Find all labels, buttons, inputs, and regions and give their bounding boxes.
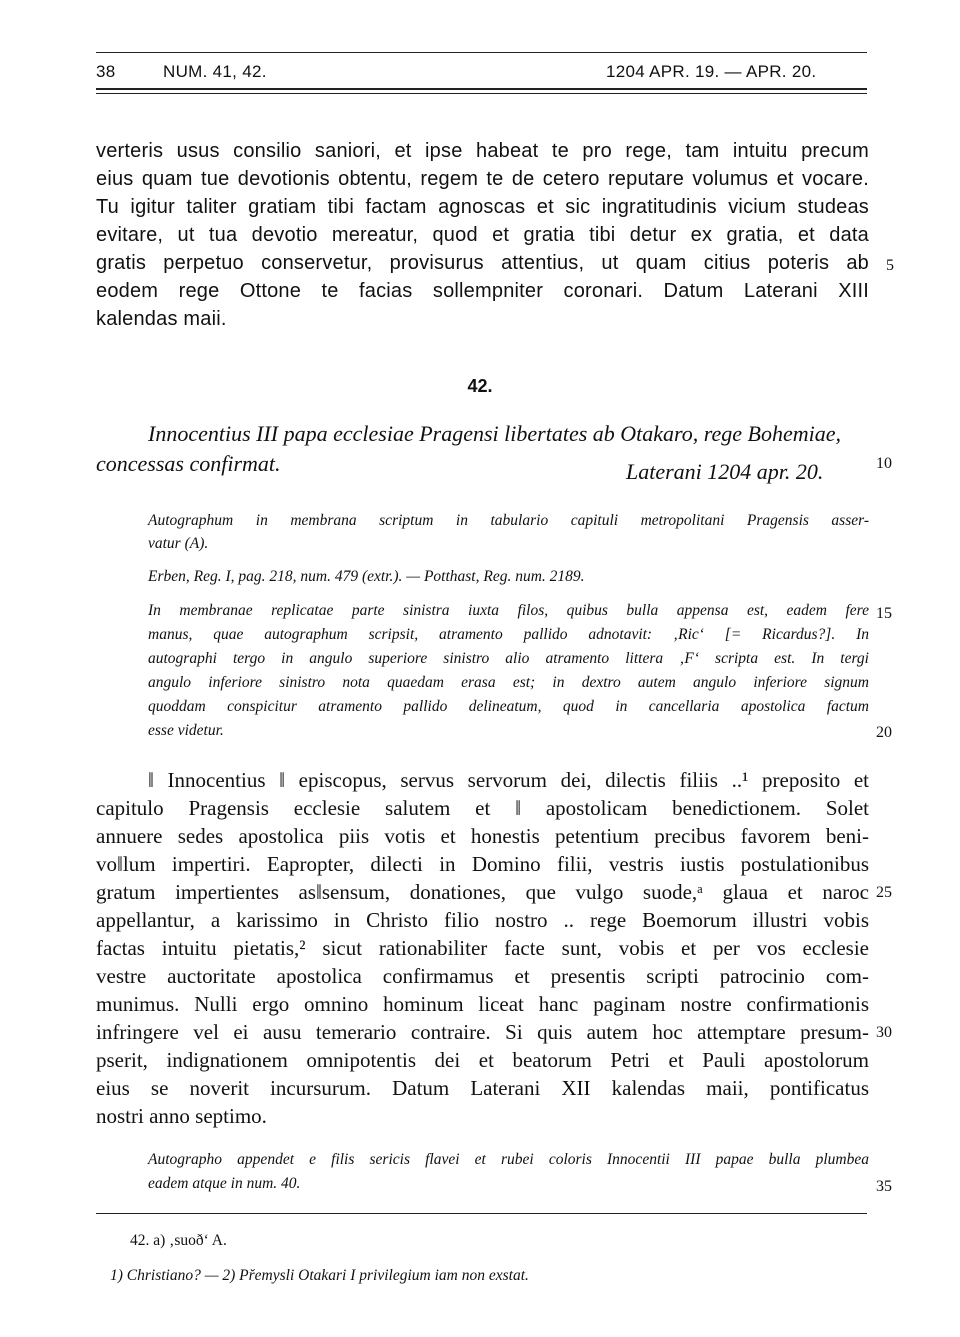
text-line: pserit, indignationem omnipotentis dei et beatorum Petri et Pauli apostolorum — [96, 1048, 869, 1072]
note-line: angulo inferiore sinistro nota quaedam erasa est; in dextro autem angulo inferiore signum — [148, 674, 869, 691]
note-line: Autographum in membrana scriptum in tabulario capituli metropolitani Pragensis asser- — [148, 512, 869, 529]
line-number: 10 — [876, 455, 892, 472]
line-number: 35 — [876, 1178, 892, 1195]
header-document-numbers: NUM. 41, 42. — [163, 62, 267, 81]
closing-note-continued: eadem atque in num. 40. — [148, 1175, 301, 1192]
page-number: 38 — [96, 62, 116, 81]
note-line: In membranae replicatae parte sinistra iuxta filos, quibus bulla appensa est, eadem fere — [148, 602, 869, 619]
closing-note: Autographo appendet e filis sericis flavei et rubei coloris Innocentii III papae bulla plumbea — [148, 1151, 869, 1168]
text-line: verteris usus consilio saniori, et ipse habeat te pro rege, tam intuitu precum — [96, 140, 869, 162]
text-line: Tu igitur taliter gratiam tibi factam agnoscas et sic ingratitudinis vicium studeas — [96, 196, 869, 218]
line-number: 25 — [876, 884, 892, 901]
text-line: annuere sedes apostolica piis votis et honestis petentium precibus favorem beni- — [96, 824, 869, 848]
text-line: eius quam tue devotionis obtentu, regem te de cetero reputare volumus et vocare. — [96, 168, 869, 190]
text-line: factas intuitu pietatis,² sicut rationabiliter facte sunt, vobis et per vos ecclesie — [96, 936, 869, 960]
text-line: evitare, ut tua devotio mereatur, quod et gratia tibi detur ex gratia, et data — [96, 224, 869, 246]
text-line: kalendas maii. — [96, 308, 227, 330]
header-date-range: 1204 APR. 19. — APR. 20. — [606, 62, 817, 81]
note-line: manus, quae autographum scripsit, atramento pallido adnotavit: ‚Ric‘ [= Ricardus?]. In — [148, 626, 869, 643]
text-line: capitulo Pragensis ecclesie salutem et ‖ apostolicam benedictionem. Solet — [96, 796, 869, 820]
text-line: vo‖lum impertiri. Eapropter, dilecti in Domino filii, vestris iustis postulationibus — [96, 852, 869, 876]
footnote-rule — [96, 1213, 867, 1214]
line-number: 5 — [886, 257, 894, 274]
text-line: gratis perpetuo conservetur, provisurus attentius, ut quam citius poteris ab — [96, 252, 869, 274]
header-bottom-rule-thin — [96, 93, 867, 94]
note-line: esse videtur. — [148, 722, 224, 739]
header-top-rule — [96, 52, 867, 53]
text-line: eodem rege Ottone te facias sollempniter coronari. Datum Laterani XIII — [96, 280, 869, 302]
text-line: gratum impertientes as‖sensum, donationes, que vulgo suode,ᵃ glaua et naroc — [96, 880, 869, 904]
note-line: vatur (A). — [148, 535, 209, 552]
variant-footnote: 42. a) ‚suoð‘ A. — [130, 1232, 227, 1249]
note-line: Erben, Reg. I, pag. 218, num. 479 (extr.). — Potthast, Reg. num. 2189. — [148, 568, 585, 585]
line-number: 30 — [876, 1024, 892, 1041]
text-line: vestre auctoritate apostolica confirmamus et presentis scripti patrocinio com- — [96, 964, 869, 988]
text-line: eius se noverit incursurum. Datum Laterani XII kalendas maii, pontificatus — [96, 1076, 869, 1100]
note-line: quoddam conspicitur atramento pallido delineatum, quod in cancellaria apostolica factum — [148, 698, 869, 715]
line-number: 20 — [876, 724, 892, 741]
place-and-date: Laterani 1204 apr. 20. — [626, 459, 824, 484]
text-line: ‖ Innocentius ‖ episcopus, servus servorum dei, dilectis filiis ..¹ preposito et — [148, 768, 869, 792]
header-bottom-rule — [96, 88, 867, 90]
note-line: autographi tergo in angulo superiore sinistro alio atramento littera ‚F‘ scripta est. In tergi — [148, 650, 869, 667]
text-line: appellantur, a karissimo in Christo filio nostro .. rege Boemorum illustri vobis — [96, 908, 869, 932]
line-number: 15 — [876, 605, 892, 622]
text-line: munimus. Nulli ergo omnino hominum liceat hanc paginam nostre confirmationis — [96, 992, 869, 1016]
footnotes: 1) Christiano? — 2) Přemysli Otakari I privilegium iam non exstat. — [110, 1267, 529, 1284]
text-line: infringere vel ei ausu temerario contraire. Si quis autem hoc attemptare presum- — [96, 1020, 869, 1044]
document-title-continued: concessas confirmat. — [96, 451, 281, 476]
document-title: Innocentius III papa ecclesiae Pragensi libertates ab Otakaro, rege Bohemiae, — [148, 421, 842, 446]
text-line: nostri anno septimo. — [96, 1104, 267, 1128]
document-number: 42. — [467, 376, 493, 396]
